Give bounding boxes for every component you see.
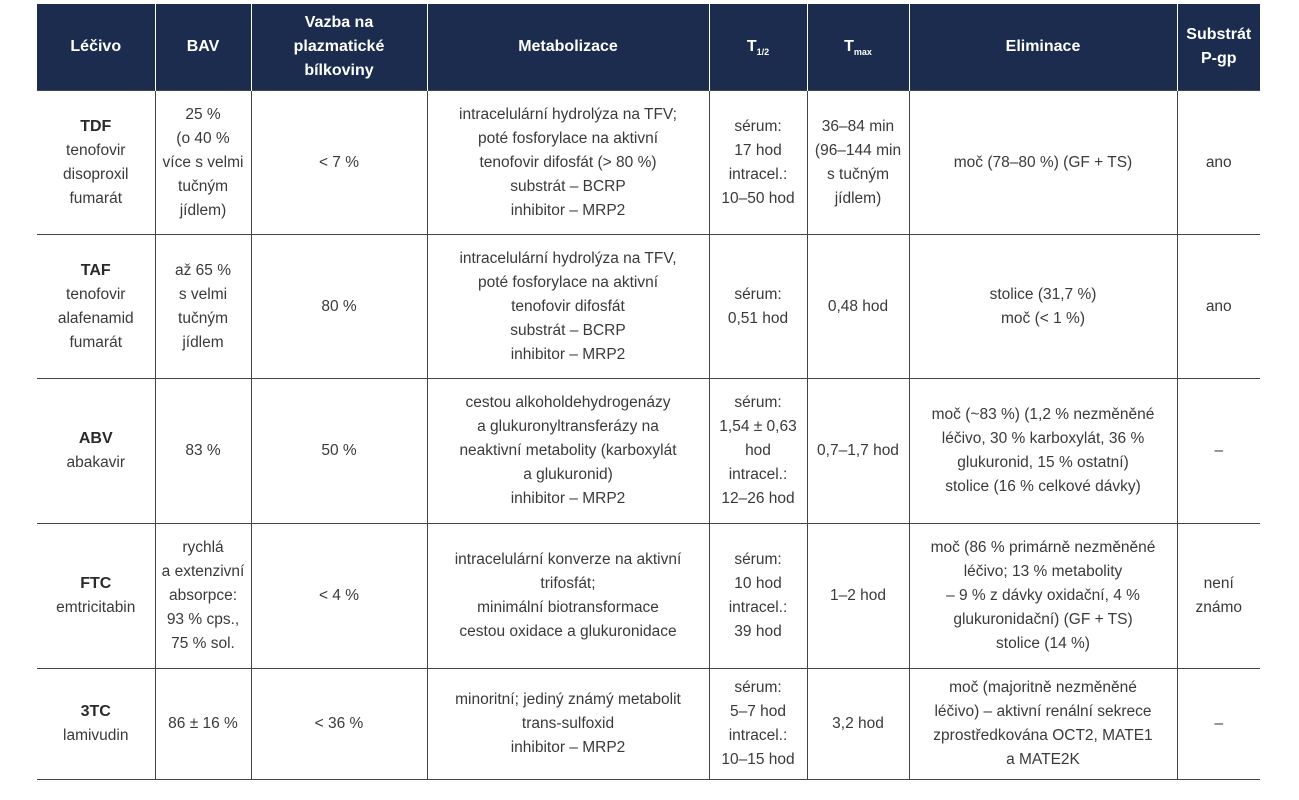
cell-bav: 86 ± 16 % <box>155 669 251 780</box>
cell-protein-binding: < 36 % <box>251 669 427 780</box>
cell-metabolism: intracelulární konverze na aktivní trifosfát; minimální biotransformace cestou oxidace a glukuronidace <box>427 524 709 669</box>
header-drug: Léčivo <box>37 4 155 91</box>
cell-metabolism: intracelulární hydrolýza na TFV, poté fosforylace na aktivní tenofovir difosfát substrát – BCRP inhibitor – MRP2 <box>427 235 709 379</box>
cell-elimination: moč (~83 %) (1,2 % nezměněné léčivo, 30 % karboxylát, 36 % glukuronid, 15 % ostatní) stolice (16 % celkové dávky) <box>909 379 1177 524</box>
cell-half-life: sérum: 1,54 ± 0,63 hod intracel.: 12–26 hod <box>709 379 807 524</box>
drug-name: abakavir <box>66 454 126 471</box>
cell-half-life: sérum: 17 hod intracel.: 10–50 hod <box>709 91 807 235</box>
cell-elimination: stolice (31,7 %) moč (< 1 %) <box>909 235 1177 379</box>
cell-tmax: 36–84 min (96–144 min s tučným jídlem) <box>807 91 909 235</box>
drug-abbreviation: FTC <box>80 575 112 592</box>
cell-half-life: sérum: 0,51 hod <box>709 235 807 379</box>
cell-pgp-substrate: ano <box>1177 91 1260 235</box>
header-metabolism: Metabolizace <box>427 4 709 91</box>
drug-abbreviation: TAF <box>80 261 111 279</box>
header-elimination: Eliminace <box>909 4 1177 91</box>
pharmacokinetics-table <box>37 4 1260 780</box>
cell-half-life: sérum: 5–7 hod intracel.: 10–15 hod <box>709 669 807 780</box>
table-row <box>37 235 1260 379</box>
drug-name: emtricitabin <box>56 599 136 616</box>
header-half-life: $T_{1/2}$ <box>709 4 807 91</box>
cell-metabolism: intracelulární hydrolýza na TFV; poté fosforylace na aktivní tenofovir difosfát (> 80 %) substrát – BCRP inhibitor – MRP2 <box>427 91 709 235</box>
cell-pgp-substrate: ano <box>1177 235 1260 379</box>
drug-name: tenofovir disoproxil fumarát <box>63 141 129 207</box>
cell-protein-binding: 50 % <box>251 379 427 524</box>
cell-elimination: moč (78–80 %) (GF + TS) <box>909 91 1177 235</box>
cell-drug <box>37 91 155 235</box>
table-row <box>37 91 1260 235</box>
cell-tmax: 0,7–1,7 hod <box>807 379 909 524</box>
cell-protein-binding: < 7 % <box>251 91 427 235</box>
cell-metabolism: cestou alkoholdehydrogenázy a glukuronyltransferázy na neaktivní metabolity (karboxylát a glukuronid) inhibitor – MRP2 <box>427 379 709 524</box>
cell-tmax: 1–2 hod <box>807 524 909 669</box>
cell-drug <box>37 379 155 524</box>
cell-bav: až 65 % s velmi tučným jídlem <box>155 235 251 379</box>
cell-protein-binding: 80 % <box>251 235 427 379</box>
header-pgp-substrate: Substrát P-gp <box>1177 4 1260 91</box>
drug-abbreviation: TDF <box>80 117 112 135</box>
table-row <box>37 379 1260 524</box>
cell-drug <box>37 669 155 780</box>
drug-name: tenofovir alafenamid fumarát <box>57 285 134 351</box>
cell-pgp-substrate: – <box>1177 669 1260 780</box>
cell-half-life: sérum: 10 hod intracel.: 39 hod <box>709 524 807 669</box>
drug-abbreviation: 3TC <box>80 703 111 720</box>
cell-tmax: 3,2 hod <box>807 669 909 780</box>
cell-protein-binding: < 4 % <box>251 524 427 669</box>
header-protein-binding: Vazba na plazmatické bílkoviny <box>251 4 427 91</box>
cell-metabolism: minoritní; jediný známý metabolit trans-sulfoxid inhibitor – MRP2 <box>427 669 709 780</box>
cell-bav: 25 % (o 40 % více s velmi tučným jídlem) <box>155 91 251 235</box>
cell-pgp-substrate: není známo <box>1177 524 1260 669</box>
table-row <box>37 669 1260 780</box>
cell-drug <box>37 524 155 669</box>
drug-name: lamivudin <box>63 727 129 744</box>
header-tmax: $T_{max}$ <box>807 4 909 91</box>
header-bav: BAV <box>155 4 251 91</box>
table-header <box>37 4 1260 91</box>
cell-bav: rychlá a extenzivní absorpce: 93 % cps., 75 % sol. <box>155 524 251 669</box>
cell-pgp-substrate: – <box>1177 379 1260 524</box>
cell-drug <box>37 235 155 379</box>
table-row <box>37 524 1260 669</box>
cell-elimination: moč (86 % primárně nezměněné léčivo; 13 % metabolity – 9 % z dávky oxidační, 4 % glukuronidační) (GF + TS) stolice (14 %) <box>909 524 1177 669</box>
cell-elimination: moč (majoritně nezměněné léčivo) – aktivní renální sekrece zprostředkována OCT2, MATE1 a MATE2K <box>909 669 1177 780</box>
cell-tmax: 0,48 hod <box>807 235 909 379</box>
cell-bav: 83 % <box>155 379 251 524</box>
header-row <box>37 4 1260 91</box>
drug-abbreviation: ABV <box>78 430 113 447</box>
